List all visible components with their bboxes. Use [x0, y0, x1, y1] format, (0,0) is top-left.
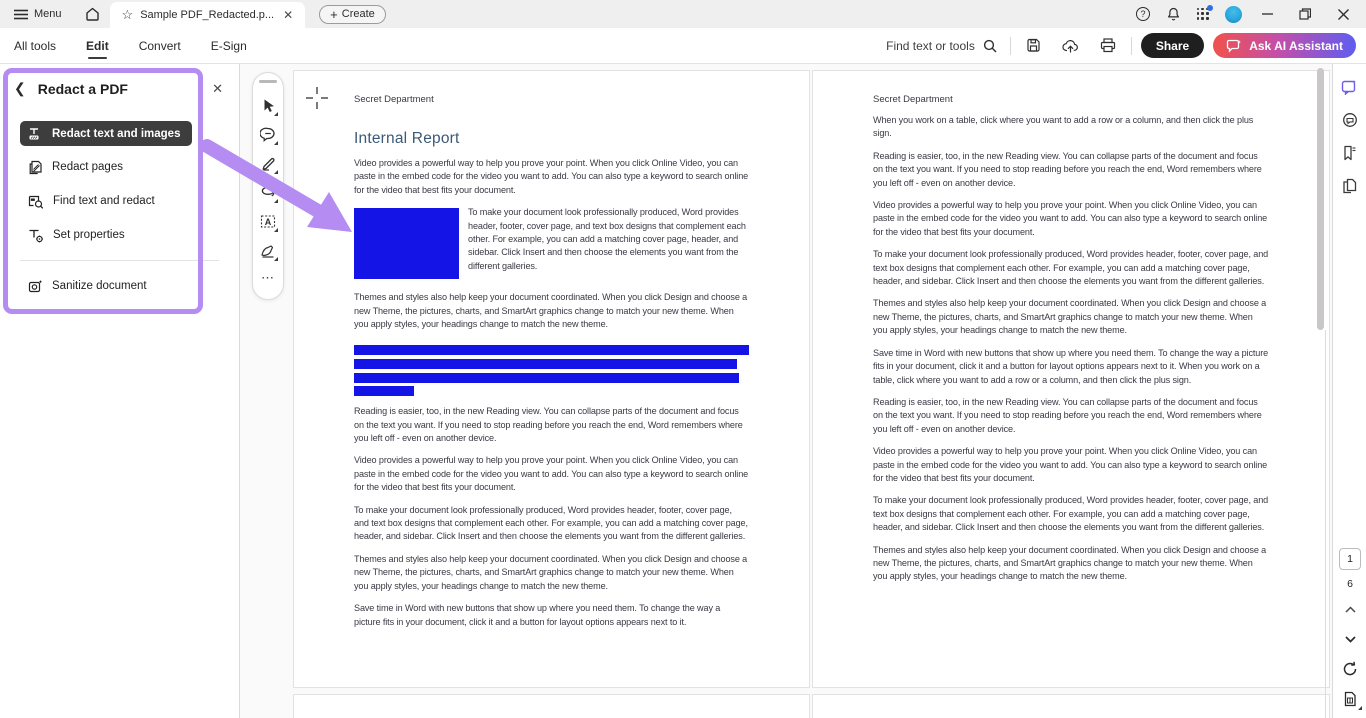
- avatar: [1225, 6, 1242, 23]
- right-sidebar: [1332, 64, 1366, 718]
- item-label: Sanitize document: [52, 280, 147, 292]
- previous-page-button[interactable]: [1339, 598, 1361, 620]
- divider: [1010, 37, 1011, 55]
- select-tool-button[interactable]: [255, 91, 281, 120]
- redact-pages-icon: [28, 160, 43, 175]
- item-label: Find text and redact: [53, 195, 155, 207]
- menubar: [0, 28, 1366, 64]
- comment-tool-button[interactable]: [255, 120, 281, 149]
- vertical-scrollbar[interactable]: [1317, 68, 1324, 330]
- paragraph: Reading is easier, too, in the new Reading view. You can collapse parts of the document and focus on the text you want. If you need to stop reading before you reach the end, Word remembers where you left off - even on another device.: [873, 396, 1262, 434]
- create-button[interactable]: [319, 5, 386, 24]
- help-button[interactable]: [1130, 3, 1156, 25]
- tab-all-tools[interactable]: All tools: [14, 38, 57, 53]
- comments-panel-button[interactable]: [1339, 109, 1361, 131]
- refresh-icon: [1342, 661, 1358, 677]
- page-view-button[interactable]: [1339, 688, 1361, 710]
- tab-edit[interactable]: Edit: [86, 28, 109, 63]
- print-icon: [1100, 38, 1116, 53]
- pages-panel-icon: [1342, 178, 1357, 194]
- quick-tools-toolbar[interactable]: [252, 72, 284, 300]
- pages-panel-button[interactable]: [1339, 175, 1361, 197]
- svg-text:A: A: [264, 217, 272, 227]
- paragraph: Reading is easier, too, in the new Reading view. You can collapse parts of the document and focus on the text you want. If you need to stop reading before you reach the end, Word remembers where you left off - even on another device.: [354, 406, 743, 444]
- pdf-page-2[interactable]: [812, 70, 1330, 688]
- hamburger-icon: [14, 9, 28, 20]
- paragraph: Themes and styles also help keep your document coordinated. When you click Design and choose a new Theme, the pictures, charts, and SmartArt graphics change to match your new theme. When you apply styles, your headings change to match the new theme.: [354, 553, 748, 591]
- redacted-text-bar[interactable]: [354, 359, 737, 369]
- redacted-image-box[interactable]: [354, 208, 459, 279]
- lasso-icon: [260, 186, 276, 199]
- sign-pen-icon: [260, 244, 276, 258]
- comments-panel-icon: [1342, 112, 1358, 128]
- next-page-button[interactable]: [1339, 628, 1361, 650]
- paragraph-with-redacted-image: [354, 206, 749, 282]
- more-tools-button[interactable]: ⋯: [261, 269, 275, 285]
- paragraph: Video provides a powerful way to help you prove your point. When you click Online Video, you can paste in the embed code for the video you want to add. You can also type a keyword to search online for the video that best fits your document.: [873, 446, 1268, 483]
- refresh-button[interactable]: [1339, 658, 1361, 680]
- paragraph: Save time in Word with new buttons that show up where you need them. To change the way a picture fits in your document, click it and a button for layout options appears next to it.: [354, 603, 721, 627]
- find-text-and-redact-button[interactable]: [20, 188, 165, 214]
- paragraph: To make your document look professionally produced, Word provides header, footer, cover page, and text box designs that complement each other. For example, you can add a matching cover page, header, and sidebar. Click Insert and then choose the elements you want from the different galleries.: [873, 249, 1269, 287]
- apps-button[interactable]: [1190, 3, 1216, 25]
- share-label: Share: [1155, 38, 1190, 53]
- close-icon: [1338, 9, 1349, 20]
- home-icon: [85, 7, 100, 21]
- paragraph-text: To make your document look professionally produced, Word provides header, footer, cover page, and text box designs that complement each other. For example, you can add a matching cover page, header, and sidebar. Click Insert and then choose the elements you want from the different galleries.: [468, 207, 746, 271]
- redacted-text-bar[interactable]: [354, 373, 739, 383]
- titlebar: [0, 0, 1366, 28]
- page-total: 6: [1347, 578, 1353, 590]
- item-label: Redact text and images: [52, 127, 181, 140]
- redacted-text-block[interactable]: [354, 345, 749, 396]
- account-button[interactable]: [1220, 3, 1246, 25]
- bookmarks-panel-button[interactable]: [1339, 142, 1361, 164]
- paragraph: When you work on a table, click where you want to add a row or a column, and then click the plus sign.: [873, 115, 1254, 139]
- item-label: Redact pages: [52, 161, 123, 173]
- sanitize-document-button[interactable]: [20, 273, 157, 299]
- menu-label: Menu: [34, 8, 62, 20]
- upload-button[interactable]: [1057, 34, 1085, 58]
- create-label: Create: [341, 8, 375, 20]
- ai-assistant-icon: [1226, 39, 1242, 53]
- restore-button[interactable]: [1288, 3, 1322, 25]
- print-button[interactable]: [1094, 34, 1122, 58]
- page1-header: Secret Department: [354, 94, 434, 105]
- lasso-tool-button[interactable]: [255, 178, 281, 207]
- select-cursor-icon: [261, 98, 275, 113]
- upload-cloud-icon: [1062, 39, 1079, 53]
- document-tab[interactable]: [110, 2, 306, 28]
- tab-close-icon[interactable]: ✕: [283, 8, 294, 22]
- paragraph: Save time in Word with new buttons that show up where you need them. To change the way a picture fits in your document, click it and a button for layout options appears next to it. When you work on a table, click where you want to add a row or a column, and then click the plus sign.: [873, 347, 1269, 385]
- menu-button[interactable]: [0, 0, 76, 28]
- back-chevron-icon[interactable]: ❮: [14, 80, 26, 96]
- paragraph: To make your document look professionally produced, Word provides header, footer, cover page, and text box designs that complement each other. For example, you can add a matching cover page, header, and sidebar. Click Insert and then choose the elements you want from the different galleries.: [873, 495, 1269, 533]
- star-icon[interactable]: ☆: [121, 7, 134, 22]
- redact-panel-title: Redact a PDF: [37, 80, 128, 97]
- toolbar-drag-handle[interactable]: [259, 80, 277, 83]
- panel-divider: [20, 260, 219, 261]
- plus-icon: +: [330, 6, 338, 22]
- tab-esign[interactable]: E-Sign: [210, 38, 247, 53]
- comment-icon: [260, 127, 276, 142]
- redaction-crosshair-cursor: [306, 87, 328, 109]
- fill-sign-tool-button[interactable]: [255, 236, 281, 265]
- home-button[interactable]: [76, 0, 110, 28]
- restore-icon: [1299, 8, 1311, 20]
- search-icon: [983, 39, 997, 53]
- tab-convert[interactable]: Convert: [138, 38, 181, 53]
- minimize-button[interactable]: [1250, 3, 1284, 25]
- minimize-icon: [1262, 13, 1273, 15]
- ask-ai-button[interactable]: [1213, 33, 1356, 58]
- page2-header: Secret Department: [873, 94, 953, 105]
- find-redact-icon: [28, 194, 44, 209]
- save-icon: [1026, 38, 1041, 53]
- tab-title: Sample PDF_Redacted.p...: [140, 9, 275, 21]
- redacted-text-bar[interactable]: [354, 386, 414, 396]
- item-label: Set properties: [53, 229, 125, 241]
- redacted-text-bar[interactable]: [354, 345, 749, 355]
- paragraph: Video provides a powerful way to help you prove your point. When you click Online Video, you can paste in the embed code for the video you want to add. You can also type a keyword to search online for the video that best fits your document.: [354, 455, 749, 493]
- bookmarks-panel-icon: [1342, 145, 1357, 161]
- panel-close-icon[interactable]: ✕: [212, 80, 223, 96]
- set-properties-button[interactable]: [20, 222, 135, 248]
- page-view-icon: [1343, 691, 1357, 707]
- paragraph: To make your document look professionally produced, Word provides header, footer, cover page, and text box designs that complement each other. For example, you can add a matching cover page, header, and sidebar. Click Insert and then choose the elements you want from the different galleries.: [354, 504, 748, 542]
- find-label: Find text or tools: [886, 38, 975, 53]
- paragraph: Themes and styles also help keep your document coordinated. When you click Design and choose a new Theme, the pictures, charts, and SmartArt graphics change to match your new theme. When you apply styles, your headings change to match the new theme.: [354, 292, 748, 330]
- pdf-page-1[interactable]: [293, 70, 810, 688]
- add-text-box-tool-button[interactable]: [255, 207, 281, 236]
- pdf-page-3[interactable]: [293, 694, 810, 718]
- find-tools-button[interactable]: [886, 39, 1001, 53]
- paragraph: Themes and styles also help keep your document coordinated. When you click Design and choose a new Theme, the pictures, charts, and SmartArt graphics change to match your new theme. When you apply styles, your headings change to match the new theme.: [873, 544, 1267, 582]
- redact-text-icon: [28, 126, 43, 141]
- document-area[interactable]: [240, 64, 1332, 718]
- highlight-tool-button[interactable]: [255, 149, 281, 178]
- share-button[interactable]: [1141, 33, 1204, 58]
- set-properties-icon: [28, 228, 44, 243]
- page1-title: Internal Report: [354, 130, 460, 147]
- notification-dot: [1207, 5, 1213, 11]
- paragraph: Video provides a powerful way to help you prove your point. When you click Online Video, you can paste in the embed code for the video you want to add. You can also type a keyword to search online for the video that best fits your document.: [873, 200, 1268, 237]
- sanitize-icon: [28, 279, 43, 294]
- scrollbar-track: [1325, 330, 1326, 718]
- notifications-button[interactable]: [1160, 3, 1186, 25]
- pdf-page-4[interactable]: [812, 694, 1330, 718]
- divider: [1131, 37, 1132, 55]
- bell-icon: [1167, 7, 1180, 21]
- redact-pages-button[interactable]: [20, 154, 133, 180]
- close-window-button[interactable]: [1326, 3, 1360, 25]
- ai-assistant-panel-icon: [1341, 79, 1358, 95]
- page-number-input[interactable]: 1: [1339, 548, 1361, 570]
- chevron-down-icon: [1345, 636, 1356, 643]
- ask-ai-label: Ask AI Assistant: [1249, 38, 1343, 53]
- chevron-up-icon: [1345, 606, 1356, 613]
- pencil-icon: [261, 156, 276, 171]
- redact-panel: [0, 64, 240, 718]
- paragraph: Video provides a powerful way to help you prove your point. When you click Online Video, you can paste in the embed code for the video you want to add. You can also type a keyword to search online for the video that best fits your document.: [354, 158, 749, 195]
- save-button[interactable]: [1020, 34, 1048, 58]
- ai-assistant-panel-button[interactable]: [1339, 76, 1361, 98]
- redact-text-and-images-button[interactable]: [20, 121, 192, 146]
- main-area: [0, 64, 1366, 718]
- help-icon: ?: [1136, 7, 1150, 21]
- text-box-icon: [260, 214, 276, 229]
- paragraph: Reading is easier, too, in the new Reading view. You can collapse parts of the document and focus on the text you want. If you need to stop reading before you reach the end, Word remembers where you left off - even on another device.: [873, 150, 1262, 188]
- paragraph: Themes and styles also help keep your document coordinated. When you click Design and choose a new Theme, the pictures, charts, and SmartArt graphics change to match your new theme. When you apply styles, your headings change to match the new theme.: [873, 298, 1267, 336]
